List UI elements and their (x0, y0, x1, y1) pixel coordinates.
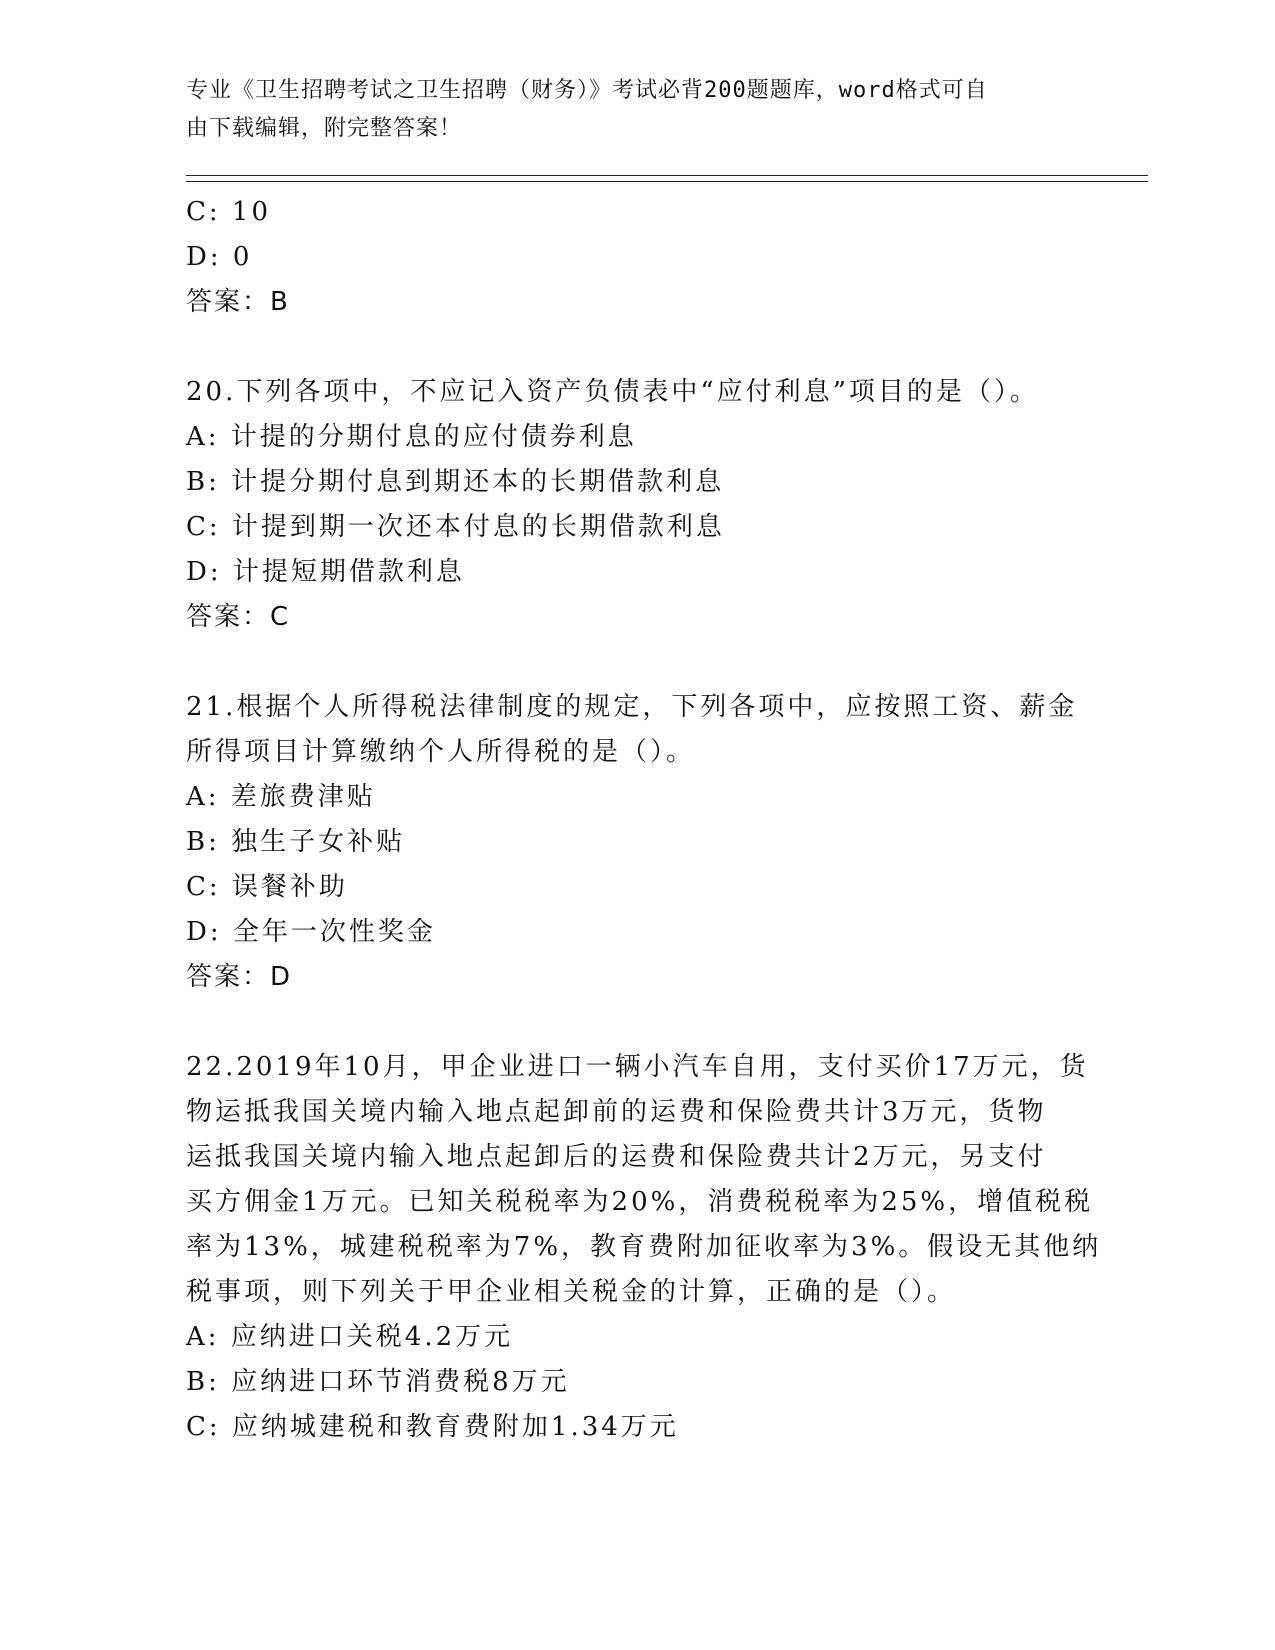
question-stem-line-4: 买方佣金1万元。已知关税税率为20%，消费税税率为25%，增值税税 (186, 1187, 1094, 1217)
spacer (186, 1000, 1086, 1045)
option-c: C: 计提到期一次还本付息的长期借款利息 (186, 512, 725, 542)
option-a: A: 差旅费津贴 (186, 782, 376, 812)
option-b: B: 应纳进口环节消费税8万元 (186, 1367, 570, 1397)
header-line-1: 专业《卫生招聘考试之卫生招聘（财务）》考试必背200题题库，word格式可自 (186, 78, 988, 103)
spacer (186, 325, 1086, 370)
answer-line: 答案：B (186, 287, 290, 317)
question-22 (186, 1045, 1102, 1450)
answer-line: 答案：D (186, 962, 293, 992)
question-20 (186, 370, 1086, 640)
header-divider-top (186, 175, 1148, 176)
question-21 (186, 685, 1086, 1000)
question-stem-line-6: 税事项，则下列关于甲企业相关税金的计算，正确的是（）。 (186, 1277, 957, 1307)
question-stem-line-1: 22.2019年10月，甲企业进口一辆小汽车自用，支付买价17万元，货 (186, 1052, 1089, 1082)
question-19-tail (186, 190, 1086, 325)
option-d: D: 0 (186, 242, 253, 272)
option-a: A: 应纳进口关税4.2万元 (186, 1322, 514, 1352)
question-stem-line-2: 物运抵我国关境内输入地点起卸前的运费和保险费共计3万元，货物 (186, 1097, 1047, 1127)
answer-line: 答案：C (186, 602, 291, 632)
spacer (186, 640, 1086, 685)
header-line-2: 由下载编辑，附完整答案！ (186, 116, 463, 141)
option-c: C: 10 (186, 197, 272, 227)
option-a: A: 计提的分期付息的应付债券利息 (186, 422, 637, 452)
question-stem: 20.下列各项中，不应记入资产负债表中“应付利息”项目的是（）。 (186, 377, 1039, 407)
option-c: C: 应纳城建税和教育费附加1.34万元 (186, 1412, 679, 1442)
header-divider-bottom (186, 181, 1148, 182)
option-b: B: 独生子女补贴 (186, 827, 406, 857)
option-c: C: 误餐补助 (186, 872, 348, 902)
document-header (186, 72, 1086, 148)
question-stem-line-3: 运抵我国关境内输入地点起卸后的运费和保险费共计2万元，另支付 (186, 1142, 1047, 1172)
question-stem-line-5: 率为13%，城建税税率为7%，教育费附加征收率为3%。假设无其他纳 (186, 1232, 1102, 1262)
option-b: B: 计提分期付息到期还本的长期借款利息 (186, 467, 725, 497)
option-d: D: 全年一次性奖金 (186, 917, 436, 947)
question-stem-line-1: 21.根据个人所得税法律制度的规定，下列各项中，应按照工资、薪金 (186, 692, 1078, 722)
question-stem-line-2: 所得项目计算缴纳个人所得税的是（）。 (186, 737, 696, 767)
option-d: D: 计提短期借款利息 (186, 557, 465, 587)
question-list (186, 190, 1102, 1450)
